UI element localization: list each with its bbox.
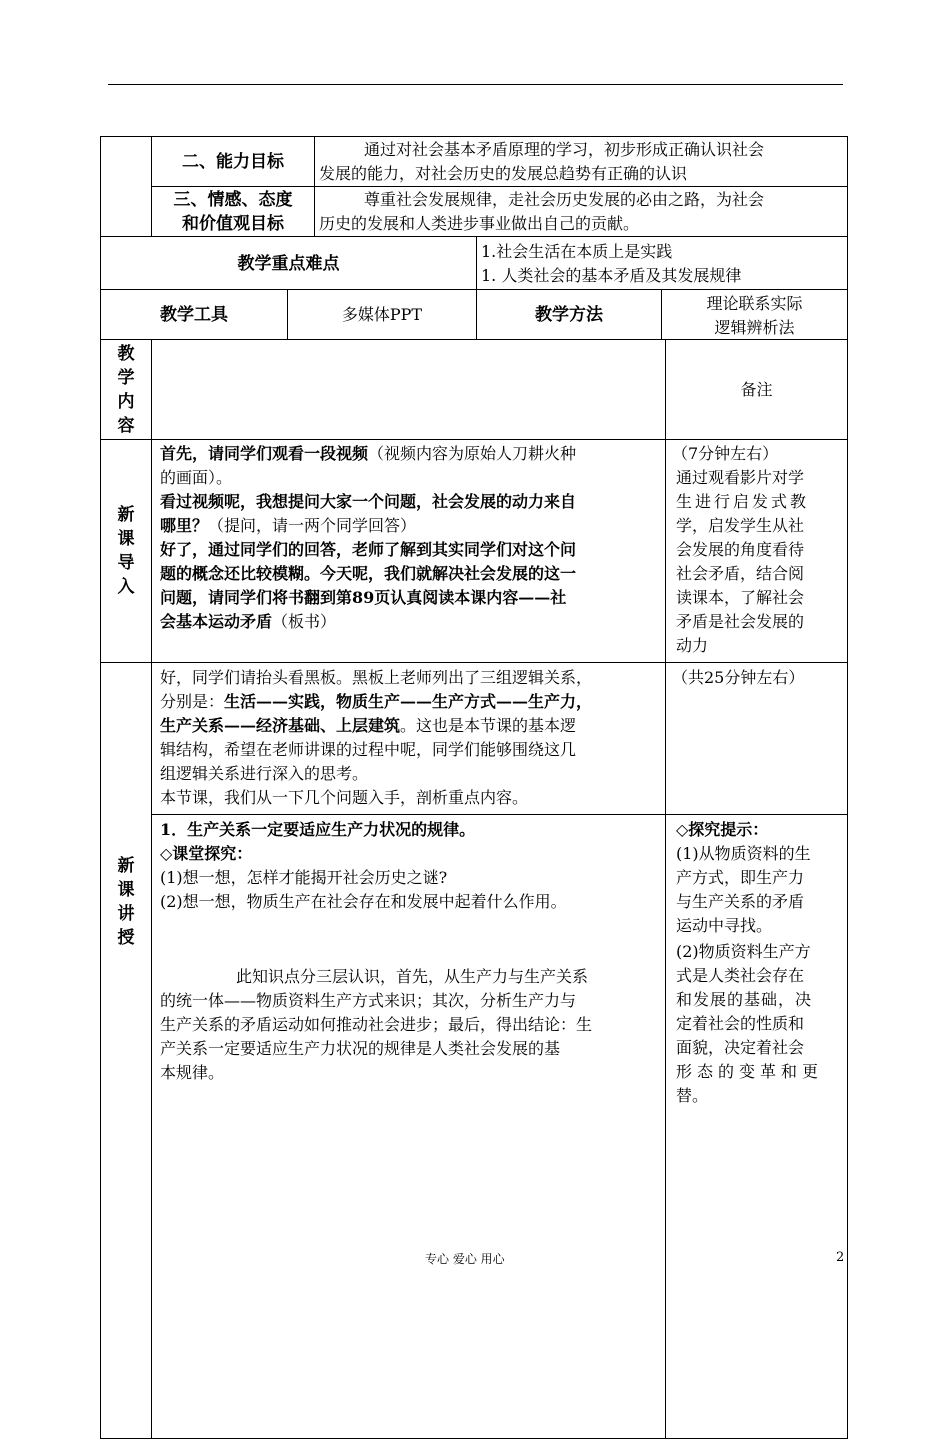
lecture-s1-note-7: 和发展的基础，决 xyxy=(676,990,813,1009)
lecture-side-char-2: 课 xyxy=(117,880,135,900)
header-rule xyxy=(108,84,843,85)
intro-note-4: 学，启发学生从社 xyxy=(676,516,805,535)
intro-note-2: 通过观看影片对学 xyxy=(676,468,805,487)
content-side-char-2: 学 xyxy=(117,368,135,388)
content-main-cell xyxy=(151,339,666,440)
lecture-side-char-1: 新 xyxy=(117,856,135,876)
lecture-s1-note-8: 定着社会的性质和 xyxy=(676,1014,805,1033)
emotion-label-line1: 三、情感、态度 xyxy=(173,190,293,210)
intro-note-1: （7分钟左右） xyxy=(672,444,779,463)
intro-note-9: 动力 xyxy=(676,636,709,655)
intro-line-3: 看过视频呢，我想提问大家一个问题，社会发展的动力来自 xyxy=(160,492,577,511)
lecture-s1-note-4: 运动中寻找。 xyxy=(676,916,773,935)
lecture-s1-q1: (1)想一想，怎样才能揭开社会历史之谜? xyxy=(160,868,448,887)
lecture-side-char-4: 授 xyxy=(117,928,135,948)
intro-note-6: 社会矛盾，结合阅 xyxy=(676,564,805,583)
tools-label: 教学工具 xyxy=(160,305,228,325)
keypoints-item-2: 1. 人类社会的基本矛盾及其发展规律 xyxy=(481,266,742,285)
lecture-p1-line-4: 辑结构，希望在老师讲课的过程中呢，同学们能够围绕这几 xyxy=(160,740,577,759)
emotion-text-line2: 历史的发展和人类进步事业做出自己的贡献。 xyxy=(319,214,640,233)
intro-line-4: 哪里？（提问，请一两个同学回答） xyxy=(160,516,417,535)
intro-note-3: 生进行启发式教 xyxy=(676,492,810,511)
lecture-s1-para-5: 本规律。 xyxy=(160,1063,225,1082)
lecture-side-char-3: 讲 xyxy=(117,904,135,924)
lecture-s1-para-1: 此知识点分三层认识，首先，从生产力与生产关系 xyxy=(236,967,589,986)
lecture-s1-title: 1．生产关系一定要适应生产力状况的规律。 xyxy=(160,820,476,839)
tools-value: 多媒体PPT xyxy=(341,305,423,324)
ability-text-line1: 通过对社会基本矛盾原理的学习，初步形成正确认识社会 xyxy=(364,140,765,159)
content-side-char-4: 容 xyxy=(117,416,135,436)
intro-note-5: 会发展的角度看待 xyxy=(676,540,805,559)
intro-note-8: 矛盾是社会发展的 xyxy=(676,612,805,631)
intro-note-7: 读课本，了解社会 xyxy=(676,588,805,607)
ability-label: 二、能力目标 xyxy=(182,152,284,172)
intro-line-8: 会基本运动矛盾（板书） xyxy=(160,612,337,631)
lecture-s1-note-title: ◇探究提示： xyxy=(676,820,769,839)
lecture-s1-note-1: (1)从物质资料的生 xyxy=(676,844,811,863)
lecture-p1-line-1: 好，同学们请抬头看黑板。黑板上老师列出了三组逻辑关系， xyxy=(160,668,593,687)
intro-side-char-3: 导 xyxy=(117,553,135,573)
intro-line-7: 问题，请同学们将书翻到第89页认真阅读本课内容——社 xyxy=(160,588,567,607)
lecture-s1-note-3: 与生产关系的矛盾 xyxy=(676,892,805,911)
ability-text-line2: 发展的能力，对社会历史的发展总趋势有正确的认识 xyxy=(319,164,688,183)
lecture-s1-para-3: 生产关系的矛盾运动如何推动社会进步；最后，得出结论：生 xyxy=(160,1015,593,1034)
method-value-line1: 理论联系实际 xyxy=(706,294,803,313)
intro-line-5: 好了，通过同学们的回答，老师了解到其实同学们对这个问 xyxy=(160,540,577,559)
remark-header: 备注 xyxy=(740,380,773,399)
lecture-s1-q2: (2)想一想，物质生产在社会存在和发展中起着什么作用。 xyxy=(160,892,567,911)
lecture-s1-para-4: 产关系一定要适应生产力状况的规律是人类社会发展的基 xyxy=(160,1039,561,1058)
lecture-side-cell xyxy=(100,662,152,1439)
lecture-s1-note-10: 形态的变革和更 xyxy=(676,1062,824,1081)
goals-side-cell xyxy=(100,136,152,237)
lecture-p1-line-2: 分别是：生活——实践，物质生产——生产方式——生产力， xyxy=(160,692,593,711)
lecture-p1-note: （共25分钟左右） xyxy=(672,668,805,687)
page-number: 2 xyxy=(836,1250,845,1265)
emotion-label-line2: 和价值观目标 xyxy=(182,214,284,234)
intro-side-char-1: 新 xyxy=(117,505,135,525)
footer-motto: 专心 爱心 用心 xyxy=(425,1252,505,1266)
lecture-s1-note-5: (2)物质资料生产方 xyxy=(676,942,811,961)
intro-side-char-2: 课 xyxy=(117,529,135,549)
keypoints-item-1: 1.社会生活在本质上是实践 xyxy=(481,242,673,261)
lecture-s1-note-6: 式是人类社会存在 xyxy=(676,966,805,985)
lecture-s1-explore: ◇课堂探究： xyxy=(160,844,253,863)
lecture-s1-note-2: 产方式，即生产力 xyxy=(676,868,805,887)
lecture-s1-para-2: 的统一体——物质资料生产方式来识；其次，分析生产力与 xyxy=(160,991,577,1010)
content-side-char-1: 教 xyxy=(117,344,135,364)
method-value-line2: 逻辑辨析法 xyxy=(714,318,795,337)
lecture-p1-line-3: 生产关系——经济基础、上层建筑。这也是本节课的基本逻 xyxy=(160,716,577,735)
lecture-p1-line-6: 本节课，我们从一下几个问题入手，剖析重点内容。 xyxy=(160,788,529,807)
intro-line-1: 首先，请同学们观看一段视频（视频内容为原始人刀耕火种 xyxy=(160,444,577,463)
intro-side-char-4: 入 xyxy=(117,577,135,597)
lecture-s1-note-11: 替。 xyxy=(676,1086,709,1105)
lecture-s1-note-9: 面貌，决定着社会 xyxy=(676,1038,805,1057)
content-side-char-3: 内 xyxy=(117,392,135,412)
intro-line-2: 的画面）。 xyxy=(160,468,233,487)
intro-line-6: 题的概念还比较模糊。今天呢，我们就解决社会发展的这一 xyxy=(160,564,577,583)
emotion-text-line1: 尊重社会发展规律，走社会历史发展的必由之路，为社会 xyxy=(364,190,765,209)
method-label: 教学方法 xyxy=(535,305,603,325)
lecture-p1-line-5: 组逻辑关系进行深入的思考。 xyxy=(160,764,369,783)
keypoints-label: 教学重点难点 xyxy=(237,254,340,274)
